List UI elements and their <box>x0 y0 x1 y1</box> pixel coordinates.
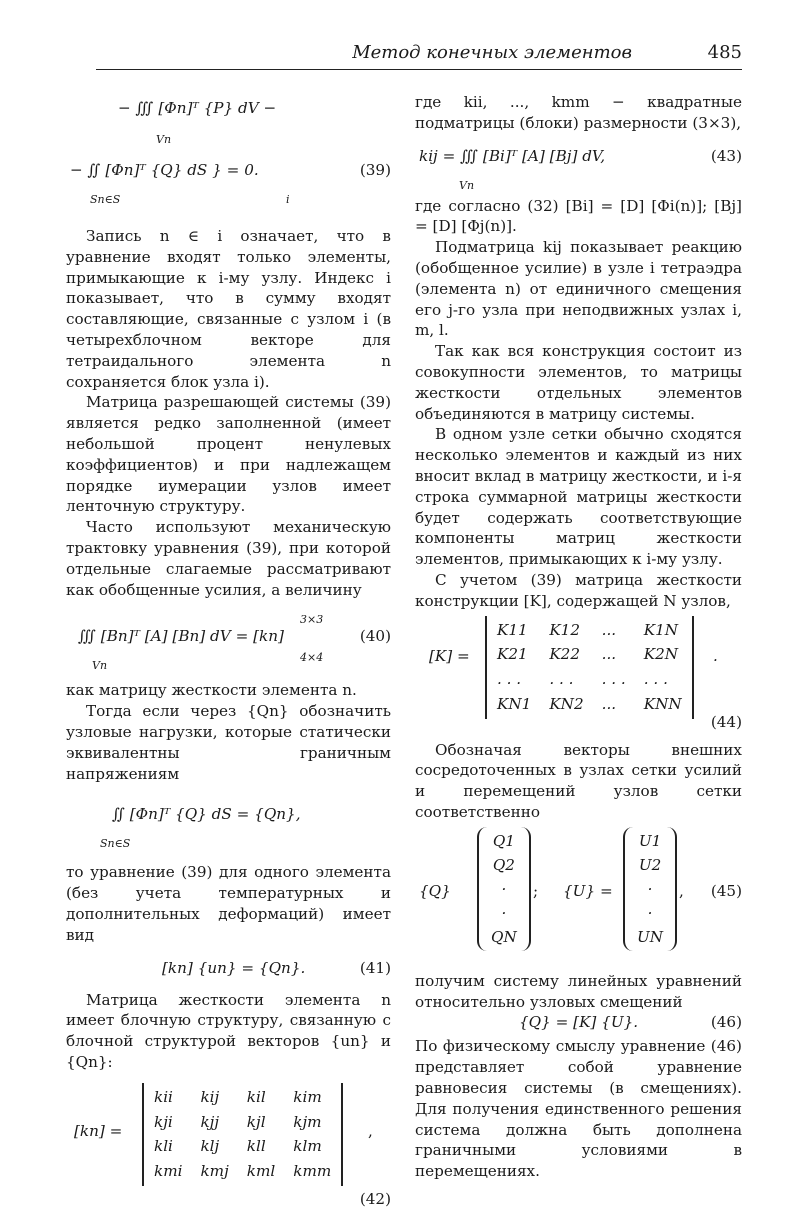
displacement-vector <box>623 827 677 951</box>
paragraph: С учетом (39) матрица жесткости конструкции [K], содержащей N узлов, <box>415 570 742 610</box>
matrix-entry: K21 <box>497 645 528 664</box>
matrix-entry: KN2 <box>549 694 584 713</box>
equation-number: (39) <box>359 161 391 179</box>
matrix-entry: kij <box>200 1087 220 1106</box>
matrix-entry: kmm <box>293 1162 332 1181</box>
paragraph: Матрица разрешающей системы (39) является редко заполненной (имеет небольшой процент ненулевых коэффициентов) и при надлежащем порядке иумерации узлов имеет ленточную структуру. <box>66 393 391 516</box>
paragraph: По физическому смыслу уравнение (46) представляет собой уравнение равновесия системы (в смещениях). Для получения единственного решения система должна быть дополнена граничными условиями в перемещениях. <box>415 1037 742 1181</box>
equation-40: ∭ [Bn]ᵀ [A] [Bn] dV = [kn] Vn 3×3 4×4 (40) <box>78 613 391 673</box>
matrix-entry: kim <box>293 1087 322 1106</box>
equation-43: kij = ∭ [Bi]ᵀ [A] [Bj] dV, Vn (43) <box>419 146 742 192</box>
paragraph: Запись n ∈ i означает, что в уравнение входят только элементы, примыкающие к i-му узлу. Индекс i показывает, что в сумму входят составляющие, связанные с узлом i (в четырехблочном векторе для тетраидального элемента n сохраняется блок узла i). <box>66 227 391 391</box>
equation-number: (43) <box>710 146 742 165</box>
equation-42: [kn] = kii kij kil kim kji kjj kjl kjm kli klj kll klm kmi kmj kml kmm , (42) <box>66 1073 391 1213</box>
paragraph: Так как вся конструкция состоит из совокупности элементов, то матрицы жесткости отдельных элементов объединяются в матрицу системы. <box>415 342 742 423</box>
load-vector <box>477 827 531 951</box>
matrix-entry: ... <box>601 645 617 664</box>
matrix-entry: kjj <box>200 1112 220 1131</box>
vector-entry: U2 <box>638 855 662 874</box>
vector-entry: UN <box>637 927 664 946</box>
matrix-entry: . . . <box>549 670 574 689</box>
equation-number: (40) <box>359 627 391 646</box>
matrix-entry: K1N <box>643 620 679 639</box>
matrix-entry: K12 <box>549 620 580 639</box>
equation-number: (41) <box>359 958 391 977</box>
matrix-entry: kmj <box>200 1162 229 1181</box>
matrix-entry: KN1 <box>497 694 532 713</box>
equation-number: (46) <box>710 1013 742 1032</box>
vector-entry: · <box>501 903 507 922</box>
paragraph: получим систему линейных уравнений относительно узловых смещений <box>415 971 742 1011</box>
page-header <box>96 38 742 70</box>
vector-entry: QN <box>491 927 517 946</box>
matrix-entry: ... <box>601 694 617 713</box>
matrix-entry: KNN <box>643 694 682 713</box>
paragraph: где согласно (32) [Bi] = [D] [Φi(n)]; [Bj] = [D] [Φj(n)]. <box>415 196 742 236</box>
matrix-entry: K22 <box>549 645 580 664</box>
matrix-entry: kjl <box>246 1112 266 1131</box>
matrix-entry: kii <box>154 1087 173 1106</box>
equation-39-line2: − ∬ [Φn]ᵀ {Q} dS } = 0. Sn∈S i (39) <box>70 161 391 206</box>
page-number: 485 <box>707 42 742 63</box>
matrix-entry: kil <box>246 1087 266 1106</box>
matrix-entry: klm <box>293 1137 322 1156</box>
equation-39-line1: − ∭ [Φn]ᵀ {P} dV − Vn <box>118 99 277 146</box>
matrix-entry: kjm <box>293 1112 322 1131</box>
matrix-entry: kml <box>246 1162 276 1181</box>
matrix-entry: kji <box>154 1112 173 1131</box>
header-rule <box>96 69 742 70</box>
system-stiffness-matrix <box>485 616 694 719</box>
paragraph: Обозначая векторы внешних сосредоточенных в узлах сетки усилий и перемещений узлов сетки соответственно <box>415 740 742 821</box>
paragraph: где kii, ..., kmm − квадратные подматрицы (блоки) размерности (3×3), <box>415 93 742 132</box>
vector-entry: · <box>501 879 507 898</box>
matrix-entry: kmi <box>154 1162 183 1181</box>
vector-entry: U1 <box>638 831 662 850</box>
matrix-entry: K2N <box>643 645 679 664</box>
matrix-entry: . . . <box>497 670 522 689</box>
matrix-entry: . . . <box>601 670 626 689</box>
paragraph: Матрица жесткости элемента n имеет блочную структуру, связанную с блочной структурой векторов {un} и {Qn}: <box>66 990 391 1071</box>
vector-entry: · <box>647 903 653 922</box>
matrix-entry: klj <box>200 1137 220 1156</box>
matrix-entry: . . . <box>643 670 668 689</box>
equation-number: (45) <box>710 881 742 900</box>
equation-44: [K] = K11 K12 ... K1N K21 K22 ... K2N . . . . . . . . . . . . KN1 KN2 ... KNN . (44) <box>415 612 742 740</box>
paragraph: то уравнение (39) для одного элемента (без учета температурных и дополнительных деформаций) имеет вид <box>66 863 391 944</box>
matrix-entry: kli <box>154 1137 173 1156</box>
paragraph: В одном узле сетки обычно сходятся несколько элементов и каждый из них вносит вклад в матрицу жесткости, и i-я строка суммарной матрицы жесткости будет содержать соответствующие компоненты матриц жесткости элементов, примыкающих к i-му узлу. <box>415 425 742 569</box>
left-column <box>66 92 391 1213</box>
equation-46: {Q} = [K] {U}. (46) <box>519 1013 742 1032</box>
matrix-entry: kll <box>246 1137 266 1156</box>
running-title: Метод конечных элементов <box>352 42 632 63</box>
paragraph: Часто используют механическую трактовку уравнения (39), при которой отдельные слагаемые рассматривают как обобщенные усилия, а величину <box>66 518 391 599</box>
equation-boundary-load: ∬ [Φn]ᵀ {Q} dS = {Qn}, Sn∈S <box>100 805 301 851</box>
matrix-entry: ... <box>601 620 617 639</box>
equation-number: (44) <box>710 712 742 731</box>
paragraph: Тогда если через {Qn} обозначить узловые нагрузки, которые статически эквивалентны граничным напряжениям <box>66 702 391 783</box>
element-stiffness-matrix <box>142 1083 343 1186</box>
matrix-entry: K11 <box>497 620 528 639</box>
equation-number: (42) <box>359 1189 391 1208</box>
right-column <box>415 92 742 1182</box>
vector-entry: Q1 <box>492 831 515 850</box>
paragraph: как матрицу жесткости элемента n. <box>66 681 357 700</box>
equation-41: [kn] {un} = {Qn}. (41) <box>162 958 391 977</box>
vector-entry: Q2 <box>492 855 515 874</box>
paragraph: Подматрица kij показывает реакцию (обобщенное усилие) в узле i тетраэдра (элемента n) от единичного смещения его j-го узла при неподвижных узлах i, m, l. <box>415 238 742 340</box>
vector-entry: · <box>647 879 653 898</box>
equation-45: {Q} Q1 Q2 · · QN ; {U} = U1 U2 · · UN , (45) <box>415 823 742 971</box>
